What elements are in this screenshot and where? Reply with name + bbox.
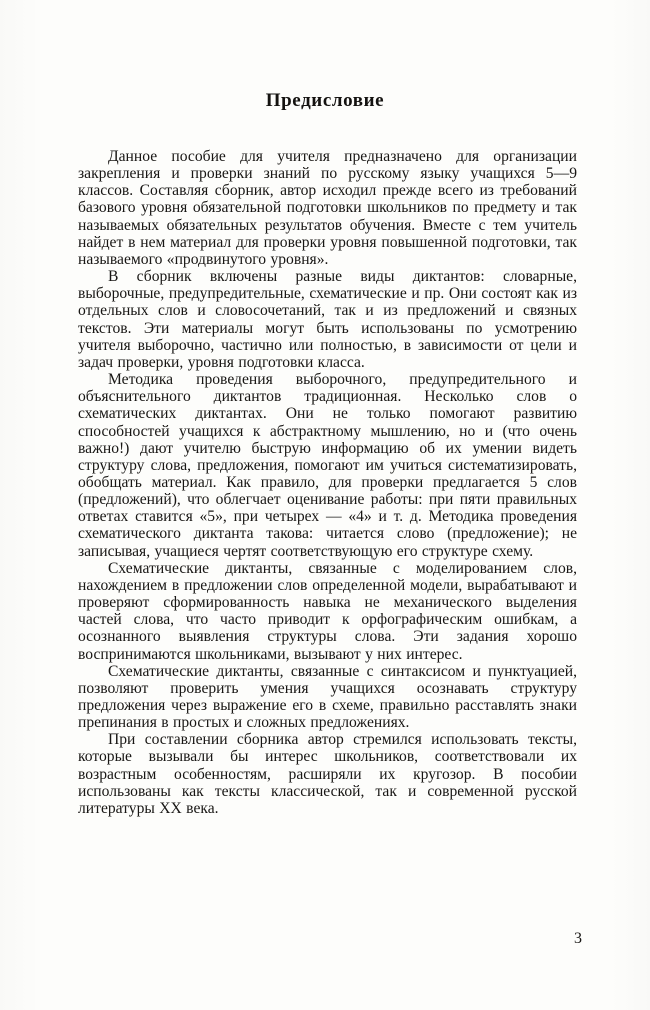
paragraph-3: Методика проведения выборочного, предупредительного и объяснительного диктантов традиционная. Несколько слов о схематических диктантах. Они не только помогают развитию способностей учащихся к абстрактному мышлению, но и (что очень важно!) дают учителю быструю информацию об их умении видеть структуру слова, предложения, помогают им учиться систематизировать, обобщать материал. Как правило, для проверки предлагается 5 слов (предложений), что облегчает оценивание работы: при пяти правильных ответах ставится «5», при четырех — «4» и т. д. Методика проведения схематического диктанта такова: читается слово (предложение); не записывая, учащиеся чертят соответствующую его структуре схему. — [78, 371, 577, 560]
paragraph-6: При составлении сборника автор стремился использовать тексты, которые вызывали бы интерес школьников, соответствовали их возрастным особенностям, расширяли их кругозор. В пособии использованы как тексты классической, так и современной русской литературы XX века. — [78, 731, 577, 817]
paragraph-2: В сборник включены разные виды диктантов: словарные, выборочные, предупредительные, схематические и пр. Они состоят как из отдельных слов и словосочетаний, так и из предложений и связных текстов. Эти материалы могут быть использованы по усмотрению учителя выборочно, частично или полностью, в зависимости от цели и задач проверки, уровня подготовки класса. — [78, 268, 577, 371]
body-text — [78, 148, 577, 817]
paragraph-1: Данное пособие для учителя предназначено для организации закрепления и проверки знаний по русскому языку учащихся 5—9 классов. Составляя сборник, автор исходил прежде всего из требований базового уровня обязательной подготовки школьников по предмету и так называемых обязательных результатов обучения. Вместе с тем учитель найдет в нем материал для проверки уровня повышенной подготовки, так называемого «продвинутого уровня». — [78, 148, 577, 268]
paragraph-4: Схематические диктанты, связанные с моделированием слов, нахождением в предложении слов определенной модели, вырабатывают и проверяют сформированность навыка не механического выделения частей слова, что часто приводит к орфографическим ошибкам, а осознанного выявления структуры слова. Эти задания хорошо воспринимаются школьниками, вызывают у них интерес. — [78, 559, 577, 663]
page-title: Предисловие — [265, 90, 385, 111]
page-number: 3 — [574, 930, 582, 947]
paragraph-5: Схематические диктанты, связанные с синтаксисом и пунктуацией, позволяют проверить умения учащихся осознавать структуру предложения через выражение его в схеме, правильно расставлять знаки препинания в простых и сложных предложениях. — [78, 662, 577, 732]
